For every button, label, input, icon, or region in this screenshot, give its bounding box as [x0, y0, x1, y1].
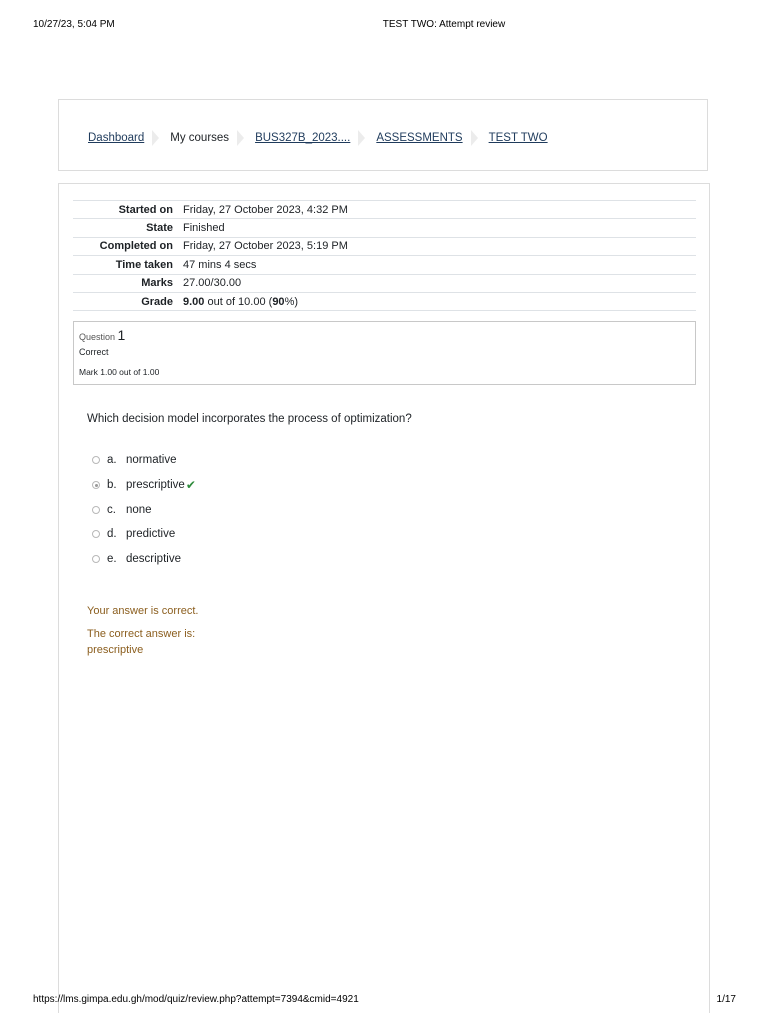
option-text: normative	[126, 454, 177, 467]
attempt-summary-table	[73, 200, 696, 311]
question-state: Correct	[79, 347, 109, 357]
summary-label: Time taken	[73, 256, 183, 274]
table-row	[73, 256, 696, 274]
question-feedback	[87, 603, 198, 659]
summary-value: Friday, 27 October 2023, 4:32 PM	[183, 201, 696, 219]
breadcrumb-test-two[interactable]: TEST TWO	[488, 132, 548, 144]
breadcrumb-my-courses[interactable]: My courses	[170, 132, 230, 144]
option-letter: e.	[107, 553, 117, 566]
breadcrumb-course[interactable]: BUS327B_2023....	[255, 132, 351, 144]
radio-button[interactable]	[92, 530, 100, 538]
radio-button[interactable]	[92, 555, 100, 563]
option-text: predictive	[126, 528, 176, 541]
summary-label: Started on	[73, 201, 183, 219]
breadcrumb-separator-icon	[237, 128, 245, 148]
print-page-number: 1/17	[716, 994, 736, 1005]
print-url: https://lms.gimpa.edu.gh/mod/quiz/review.php?attempt=7394&cmid=4921	[33, 994, 359, 1005]
answer-option-c[interactable]	[92, 497, 196, 522]
breadcrumb	[88, 128, 548, 148]
attempt-review-card	[58, 183, 710, 1013]
question-label: Question	[79, 332, 116, 342]
feedback-text: Your answer is correct.	[87, 605, 199, 617]
summary-label: Grade	[73, 292, 183, 310]
answer-option-e[interactable]	[92, 547, 196, 572]
breadcrumb-separator-icon	[358, 128, 366, 148]
question-number-value: 1	[117, 327, 126, 343]
print-title: TEST TWO: Attempt review	[382, 19, 506, 30]
option-text: descriptive	[126, 553, 181, 566]
right-answer-label: The correct answer is:	[87, 627, 196, 640]
print-datetime: 10/27/23, 5:04 PM	[33, 19, 115, 30]
breadcrumb-dashboard[interactable]: Dashboard	[88, 132, 145, 144]
summary-value: 47 mins 4 secs	[183, 256, 696, 274]
option-letter: b.	[107, 479, 117, 492]
grade-percent-end: %)	[284, 295, 299, 308]
radio-button[interactable]	[92, 456, 100, 464]
answer-option-b[interactable]	[92, 473, 196, 498]
question-mark: Mark 1.00 out of 1.00	[79, 367, 160, 377]
grade-percent: 90	[272, 295, 285, 308]
option-letter: d.	[107, 528, 117, 541]
answer-options	[92, 448, 196, 571]
question-text: Which decision model incorporates the process of optimization?	[87, 413, 412, 425]
grade-score: 9.00	[183, 295, 205, 308]
question-info-box	[73, 321, 696, 385]
summary-value: Friday, 27 October 2023, 5:19 PM	[183, 237, 696, 255]
summary-label: Completed on	[73, 237, 183, 255]
question-number	[79, 327, 125, 343]
table-row	[73, 274, 696, 292]
summary-label: State	[73, 219, 183, 237]
table-row	[73, 219, 696, 237]
option-letter: a.	[107, 454, 117, 467]
option-letter: c.	[107, 503, 116, 516]
summary-value: Finished	[183, 219, 696, 237]
answer-option-a[interactable]	[92, 448, 196, 473]
breadcrumb-separator-icon	[471, 128, 479, 148]
breadcrumb-assessments[interactable]: ASSESSMENTS	[376, 132, 463, 144]
table-row	[73, 292, 696, 310]
right-answer: prescriptive	[87, 644, 144, 656]
answer-option-d[interactable]	[92, 522, 196, 547]
table-row	[73, 237, 696, 255]
breadcrumb-card	[58, 99, 708, 171]
check-icon: ✔	[185, 478, 196, 493]
option-text: prescriptive	[126, 479, 185, 492]
radio-button-selected[interactable]	[92, 481, 100, 489]
summary-value: 27.00/30.00	[183, 274, 696, 292]
option-text: none	[126, 503, 152, 516]
breadcrumb-separator-icon	[152, 128, 160, 148]
grade-value	[183, 292, 696, 310]
grade-out-of: out of 10.00 (	[204, 295, 273, 308]
table-row	[73, 201, 696, 219]
summary-label: Marks	[73, 274, 183, 292]
radio-button[interactable]	[92, 506, 100, 514]
